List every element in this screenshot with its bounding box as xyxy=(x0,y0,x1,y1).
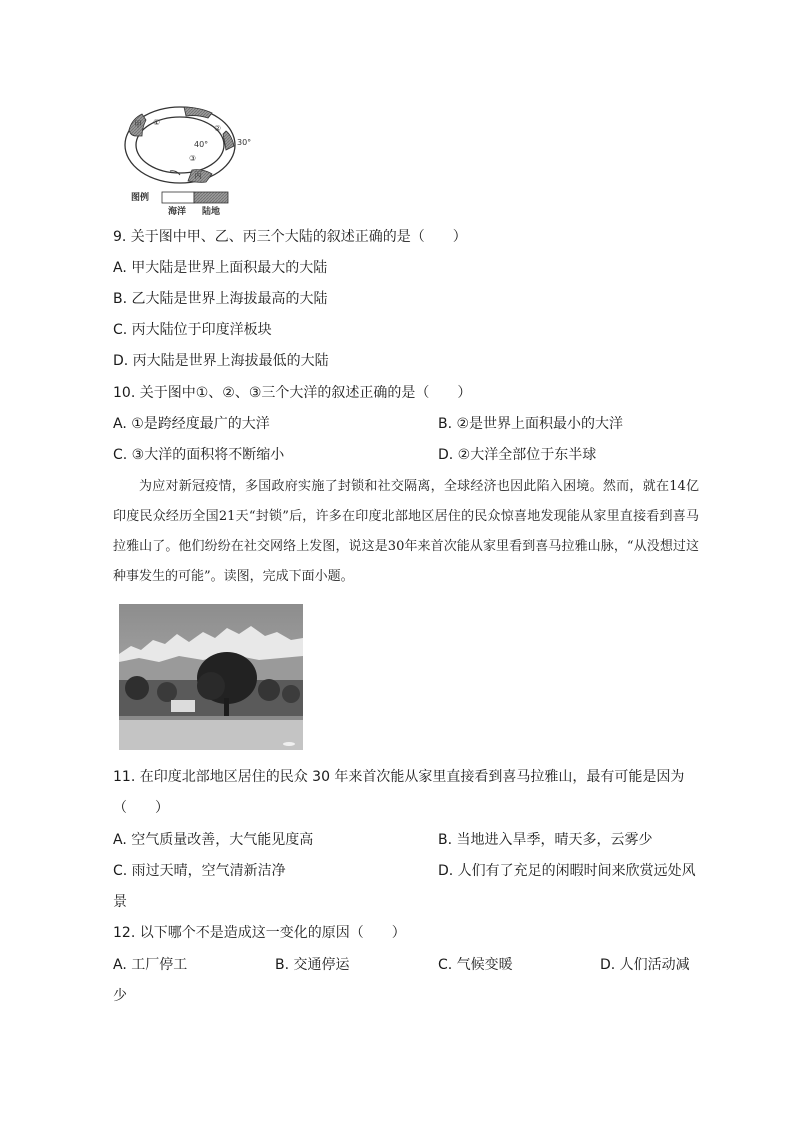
legend-land-swatch xyxy=(194,192,228,203)
label-jia: 甲 xyxy=(134,120,142,129)
q11-option-b: B. 当地进入旱季，晴天多，云雾少 xyxy=(438,832,653,848)
continent-yi xyxy=(184,107,212,118)
label-num-2: ② xyxy=(214,124,222,133)
q11-stem: 11. 在印度北部地区居住的民众 30 年来首次能从家里直接看到喜马拉雅山，最有可能是因为 xyxy=(113,769,685,785)
legend-ocean-swatch xyxy=(162,192,194,203)
q11-paren: （ ） xyxy=(113,800,169,816)
q12-option-d-cont: 少 xyxy=(113,988,127,1004)
inner-circle xyxy=(136,117,224,173)
q11-option-c: C. 雨过天晴，空气清新洁净 xyxy=(113,863,286,879)
q11-option-d: D. 人们有了充足的闲暇时间来欣赏远处风 xyxy=(438,863,696,879)
q10-option-d: D. ②大洋全部位于东半球 xyxy=(438,447,597,463)
legend-ocean-label: 海洋 xyxy=(168,207,187,216)
q12-option-d: D. 人们活动减 xyxy=(600,957,690,973)
label-num-3: ③ xyxy=(189,154,197,163)
q10-option-b: B. ②是世界上面积最小的大洋 xyxy=(438,416,624,432)
legend-title: 图例 xyxy=(131,193,150,203)
q12-option-c: C. 气候变暖 xyxy=(438,957,513,973)
q11-option-d-cont: 景 xyxy=(113,894,127,910)
q10-option-a: A. ①是跨经度最广的大洋 xyxy=(113,416,270,432)
q9-option-b: B. 乙大陆是世界上海拔最高的大陆 xyxy=(113,291,328,307)
label-bing: 丙 xyxy=(194,171,202,180)
q9-stem: 9. 关于图中甲、乙、丙三个大陆的叙述正确的是（ ） xyxy=(113,229,467,245)
label-lat-40: 40° xyxy=(194,140,209,149)
label-lat-30: 30° xyxy=(237,138,252,147)
himalaya-photo xyxy=(119,604,303,750)
q12-option-b: B. 交通停运 xyxy=(275,957,350,973)
q10-stem: 10. 关于图中①、②、③三个大洋的叙述正确的是（ ） xyxy=(113,385,472,401)
legend-land-label: 陆地 xyxy=(202,207,221,216)
q12-stem: 12. 以下哪个不是造成这一变化的原因（ ） xyxy=(113,925,406,941)
q12-option-a: A. 工厂停工 xyxy=(113,957,188,973)
reading-passage: 为应对新冠疫情，多国政府实施了封锁和社交隔离，全球经济也因此陷入困境。然而，就在14亿印度民众经历全国21天“封锁”后，许多在印度北部地区居住的民众惊喜地发现能从家里直接看到喜马拉雅山了。他们纷纷在社交网络上发图，说这是30年来首次能从家里看到喜马拉雅山脉，“从没想过这种事发生的可能”。读图，完成下面小题。 xyxy=(113,479,699,584)
label-num-1: ① xyxy=(153,118,161,127)
ocean-continent-map xyxy=(122,104,262,216)
q11-option-a: A. 空气质量改善，大气能见度高 xyxy=(113,832,314,848)
q9-option-d: D. 丙大陆是世界上海拔最低的大陆 xyxy=(113,353,329,369)
q10-option-c: C. ③大洋的面积将不断缩小 xyxy=(113,447,285,463)
q9-option-c: C. 丙大陆位于印度洋板块 xyxy=(113,322,272,338)
q9-option-a: A. 甲大陆是世界上面积最大的大陆 xyxy=(113,260,328,276)
